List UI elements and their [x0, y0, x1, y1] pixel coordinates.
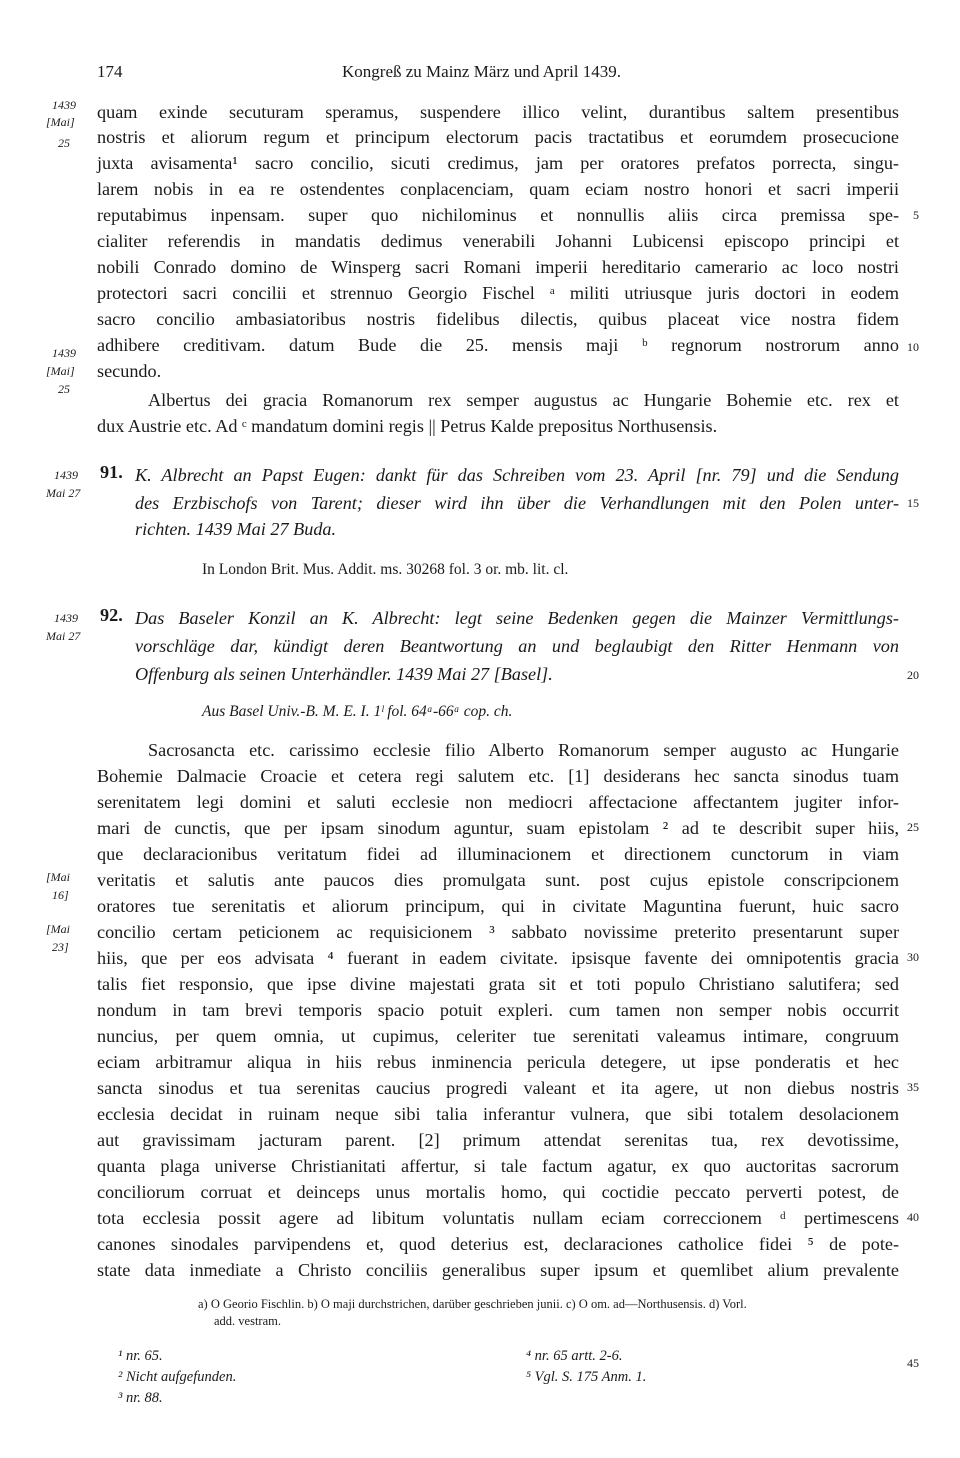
entry-92-margin-date: Mai 27: [46, 629, 81, 643]
body-line: Sacrosancta etc. carissimo ecclesie filio Alberto Romanorum semper augusto ac Hungarie: [148, 740, 899, 760]
entry-92-line: vorschläge dar, kündigt deren Beantwortung an und beglaubigt den Ritter Henmann von: [135, 636, 899, 656]
line-number: 30: [907, 950, 919, 964]
body-line: hiis, que per eos advisata ⁴ fuerant in eadem civitate. ipsisque favente dei omnipotentis gracia: [97, 948, 899, 968]
body-line: conciliorum corruat et deinceps unus mortalis homo, qui coctidie peccato perverti potest, de: [97, 1182, 899, 1202]
entry-92-source: Aus Basel Univ.-B. M. E. I. 1ˡ fol. 64ᵃ-66ᵃ cop. ch.: [202, 703, 513, 720]
footnote: ² Nicht aufgefunden.: [118, 1369, 237, 1385]
body-margin-note: 23]: [52, 940, 69, 954]
entry-92-line: Offenburg als seinen Unterhändler. 1439 Mai 27 [Basel].: [135, 664, 553, 684]
text-line: larem nobis in ea re ostendentes conplacenciam, quam eciam nostro honori et sacri imperii: [97, 179, 899, 199]
body-line: mari de cunctis, que per ipsam sinodum aguntur, suam epistolam ² ad te describit super hiis,: [97, 818, 899, 838]
apparatus-line: add. vestram.: [214, 1314, 281, 1328]
line-number: 15: [907, 496, 919, 510]
page-number: 174: [97, 62, 123, 81]
body-line: state data inmediate a Christo conciliis generalibus super ipsum et quemlibet alium prevalente: [97, 1260, 899, 1280]
text-line: cialiter referendis in mandatis dedimus venerabili Johanni Lubicensi episcopo principi et: [97, 231, 899, 251]
body-margin-note: 16]: [52, 888, 69, 902]
line-number: 20: [907, 668, 919, 682]
line-number: 40: [907, 1210, 919, 1224]
body-line: Bohemie Dalmacie Croacie et cetera regi salutem etc. [1] desiderans hec sancta sinodus tuam: [97, 766, 899, 786]
margin-note-month: [Mai]: [46, 364, 75, 378]
margin-note-day: 25: [58, 136, 70, 150]
footnote: ⁵ Vgl. S. 175 Anm. 1.: [526, 1369, 647, 1385]
entry-92-margin-year: 1439: [54, 611, 78, 625]
entry-92-line: Das Baseler Konzil an K. Albrecht: legt seine Bedenken gegen die Mainzer Vermittlungs-: [135, 608, 899, 628]
signature-line: dux Austrie etc. Ad ᶜ mandatum domini regis || Petrus Kalde prepositus Northusensis.: [97, 416, 718, 436]
body-line: eciam arbitramur aliqua in hiis rebus inminencia pericula detegere, ut ipse ponderatis et hec: [97, 1052, 899, 1072]
text-line: juxta avisamenta¹ sacro concilio, sicuti credimus, jam per oratores prefatos porrecta, singu-: [97, 153, 899, 173]
body-line: oratores tue serenitatis et aliorum principum, qui in civitate Maguntina fuerunt, huic sacro: [97, 896, 899, 916]
body-margin-note: [Mai: [46, 870, 70, 884]
margin-note-month: [Mai]: [46, 115, 75, 129]
footnote: ³ nr. 88.: [118, 1390, 163, 1406]
body-line: talis fiet responsio, que ipse divine majestati grata sit et toti populo Christiano salutifera; sed: [97, 974, 899, 994]
margin-note-year: 1439: [52, 98, 76, 112]
body-line: canones sinodales parvipendens et, quod deterius est, declaraciones catholice fidei ⁵ de pote-: [97, 1234, 899, 1254]
text-line: quam exinde secuturam speramus, suspendere illico velint, durantibus saltem presentibus: [97, 102, 899, 122]
entry-92-number: 92.: [100, 605, 123, 625]
footnote: ⁴ nr. 65 artt. 2-6.: [526, 1348, 623, 1364]
body-line: concilio certam peticionem ac requisicionem ³ sabbato novissime preterito presentarunt super: [97, 922, 899, 942]
body-line: aut gravissimam jacturam parent. [2] primum attendat serenitas tua, rex devotissime,: [97, 1130, 899, 1150]
body-line: sancta sinodus et tua serenitas caucius progredi valeant et ita agere, ut non diebus nostris: [97, 1078, 899, 1098]
line-number: 35: [907, 1080, 919, 1094]
running-title: Kongreß zu Mainz März und April 1439.: [342, 62, 622, 81]
entry-91-number: 91.: [100, 462, 123, 482]
signature-line: Albertus dei gracia Romanorum rex semper augustus ac Hungarie Bohemie etc. rex et: [148, 390, 899, 410]
body-line: veritatis et salutis ante paucos dies promulgata sunt. post cujus epistole conscripcionem: [97, 870, 899, 890]
text-line: sacro concilio ambasiatoribus nostris fidelibus dilectis, quibus placeat vice nostra fidem: [97, 309, 899, 329]
margin-note-day: 25: [58, 382, 70, 396]
body-line: que declaracionibus veritatum fidei ad illuminacionem et directionem cunctorum in viam: [97, 844, 899, 864]
body-margin-note: [Mai: [46, 922, 70, 936]
line-number: 10: [907, 340, 919, 354]
body-line: tota ecclesia possit agere ad libitum voluntatis nullam eciam correccionem ᵈ pertimescens: [97, 1208, 899, 1228]
entry-91-line: des Erzbischofs von Tarent; dieser wird ihn über die Verhandlungen mit den Polen unter-: [135, 493, 899, 513]
text-line: nobili Conrado domino de Winsperg sacri Romani imperii hereditario camerario ac loco nostri: [97, 257, 899, 277]
entry-91-margin-year: 1439: [54, 468, 78, 482]
body-line: serenitatem legi domini et saluti ecclesie non mediocri affectacione affectantem jugiter infor-: [97, 792, 899, 812]
apparatus-line: a) O Georio Fischlin. b) O maji durchstrichen, darüber geschrieben junii. c) O om. ad—Northusensis. d) Vorl.: [198, 1297, 747, 1311]
footnote: ¹ nr. 65.: [118, 1348, 163, 1364]
body-line: nondum in tam brevi temporis spacio potuit expleri. cum tamen non semper nobis occurrit: [97, 1000, 899, 1020]
line-number: 45: [907, 1356, 919, 1370]
entry-91-line: K. Albrecht an Papst Eugen: dankt für das Schreiben vom 23. April [nr. 79] und die Sendung: [135, 465, 899, 485]
entry-91-line: richten. 1439 Mai 27 Buda.: [135, 519, 337, 539]
text-line: nostris et aliorum regum et principum electorum pacis tractatibus et eorumdem prosecucione: [97, 127, 899, 147]
text-line: protectori sacri concilii et strennuo Georgio Fischel ᵃ militi utriusque juris doctori in eodem: [97, 283, 899, 303]
body-line: quanta plaga universe Christianitati affertur, si tale factum agatur, ex quo auctoritas sacrorum: [97, 1156, 899, 1176]
line-number: 5: [913, 208, 919, 222]
text-line: reputabimus inpensam. super quo nichilominus et nonnullis aliis circa premissa spe-: [97, 205, 899, 225]
entry-91-source: In London Brit. Mus. Addit. ms. 30268 fol. 3 or. mb. lit. cl.: [202, 561, 569, 578]
margin-note-year: 1439: [52, 346, 76, 360]
body-line: nuncius, per quem omnia, ut cupimus, celeriter tue serenitati valeamus intimare, congruum: [97, 1026, 899, 1046]
text-line: secundo.: [97, 361, 162, 381]
line-number: 25: [907, 820, 919, 834]
body-line: ecclesia decidat in ruinam neque sibi talia inferantur vulnera, que sibi totalem desolacionem: [97, 1104, 899, 1124]
text-line: adhibere creditivam. datum Bude die 25. mensis maji ᵇ regnorum nostrorum anno: [97, 335, 899, 355]
entry-91-margin-date: Mai 27: [46, 486, 81, 500]
